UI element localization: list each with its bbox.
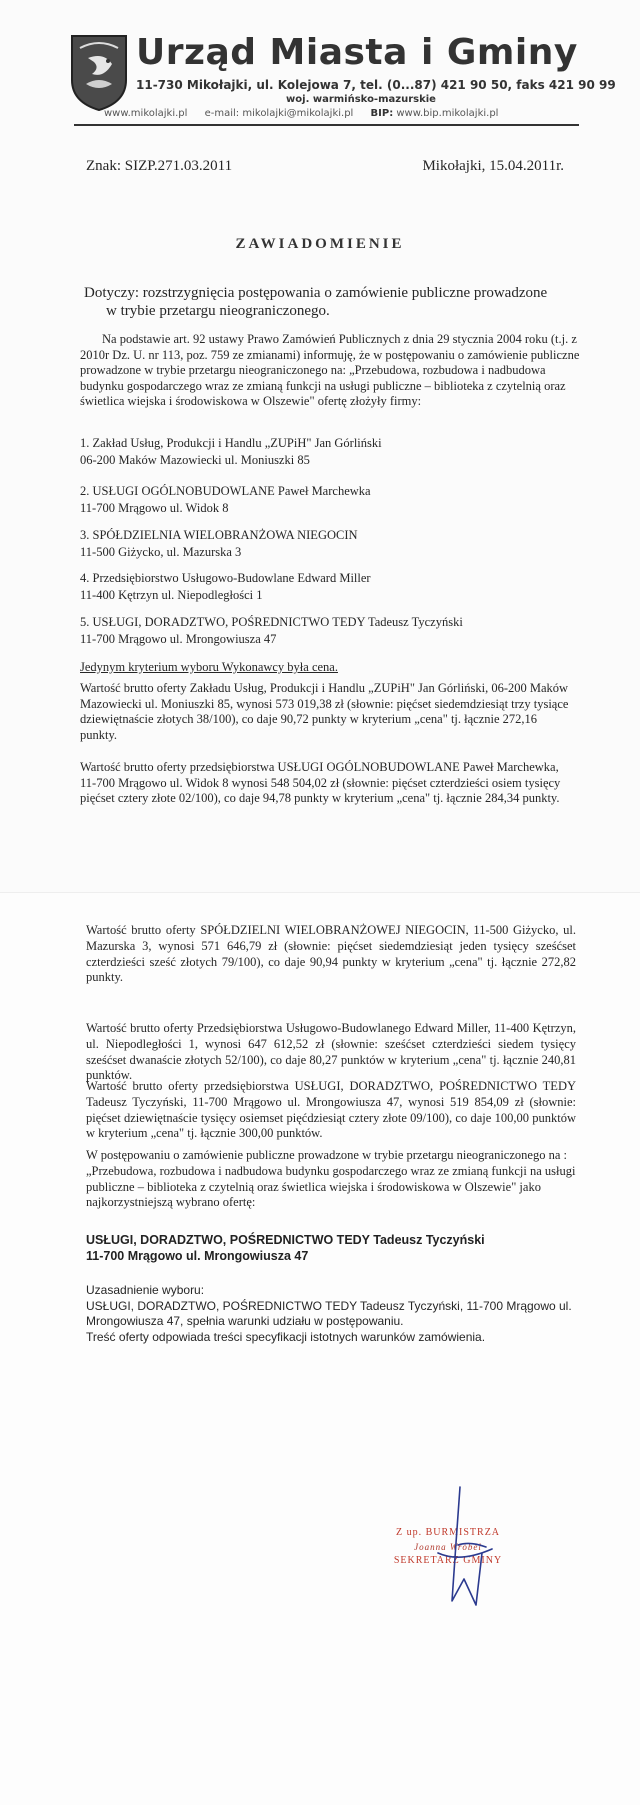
offer-paragraph-1: Wartość brutto oferty Zakładu Usług, Produkcji i Handlu „ZUPiH" Jan Górliński, 06-200 Maków Mazowiecki ul. Moniuszki 85, wynosi 573 019,38 zł (słownie: pięćset siedemdziesiąt trzy tysiące dziewiętnaście złotych 38/100), co daje 90,72 punkty w kryterium „cena" tj. łącznie 272,16 punkty. (80, 681, 569, 742)
document-page-2 (0, 892, 640, 1805)
selection-criterion: Jedynym kryterium wyboru Wykonawcy była cena. (80, 660, 338, 674)
bidder-address: 11-400 Kętrzyn ul. Niepodległości 1 (80, 588, 263, 602)
bidder-address: 06-200 Maków Mazowiecki ul. Moniuszki 85 (80, 453, 310, 467)
bidder-address: 11-500 Giżycko, ul. Mazurska 3 (80, 545, 242, 559)
offer-paragraph-5: Wartość brutto oferty przedsiębiorstwa USŁUGI, DORADZTWO, POŚREDNICTWO TEDY Tadeusz Tyczyński, 11-700 Mrągowo ul. Mrongowiusza 47, wynosi 519 854,09 zł (słownie: pięćset dziewiętnaście tysięcy osiemset pięćdziesiąt cztery złote 09/100), co daje 100,00 punktów w kryterium „cena" tj. łącznie 300,00 punktów. (86, 1079, 576, 1141)
selection-paragraph: W postępowaniu o zamówienie publiczne prowadzone w trybie przetargu nieograniczonego na : „Przebudowa, rozbudowa i nadbudowa budynku gospodarczego wraz ze zmianą funkcji na usługi publiczne – biblioteka z czytelnią oraz świetlica wiejska i środowiskowa w Olszewie" jako najkorzystniejszą wybrano ofertę: (86, 1148, 576, 1210)
stamp-line-3: SEKRETARZ GMINY (393, 1555, 503, 1566)
bidder-name: 1. Zakład Usług, Produkcji i Handlu „ZUPiH" Jan Górliński (80, 436, 382, 450)
offer-paragraph-3: Wartość brutto oferty SPÓŁDZIELNI WIELOBRANŻOWEJ NIEGOCIN, 11-500 Giżycko, ul. Mazurska 3, wynosi 571 646,79 zł (słownie: pięćset siedemdziesiąt jeden tysięcy sześćset czterdzieści sześć złotych 79/100), co daje 90,94 punkty w kryterium „cena" tj. łącznie 272,82 punkty. (86, 923, 576, 985)
organization-name: Urząd Miasta i Gminy (136, 32, 578, 73)
justification (86, 1283, 576, 1345)
winner-name: USŁUGI, DORADZTWO, POŚREDNICTWO TEDY Tadeusz Tyczyński (86, 1233, 485, 1247)
document-title: ZAWIADOMIENIE (235, 236, 405, 252)
document-page-1 (0, 0, 640, 892)
compliance-statement: Treść oferty odpowiada treści specyfikacji istotnych warunków zamówienia. (86, 1329, 486, 1344)
website-link[interactable]: www.mikolajki.pl (104, 108, 188, 119)
subject-line-2: w trybie przetargu nieograniczonego. (106, 303, 330, 319)
bip-link[interactable]: www.bip.mikolajki.pl (396, 108, 499, 119)
bip-label: BIP: (370, 108, 394, 119)
winner-address: 11-700 Mrągowo ul. Mrongowiusza 47 (86, 1249, 309, 1263)
coat-of-arms-icon (70, 34, 128, 112)
bidder-name: 3. SPÓŁDZIELNIA WIELOBRANŻOWA NIEGOCIN (80, 528, 358, 542)
justification-heading: Uzasadnienie wyboru: (86, 1283, 205, 1297)
bidder-2 (80, 483, 560, 517)
voivodeship: woj. warmińsko-mazurskie (286, 94, 436, 105)
bidder-4 (80, 570, 560, 604)
subject (84, 284, 564, 320)
bidder-5 (80, 614, 560, 648)
subject-line-1: Dotyczy: rozstrzygnięcia postępowania o zamówienie publiczne prowadzone (84, 285, 548, 301)
intro-rest: (t.j. z 2010r Dz. U. nr 113, poz. 759 ze zmianami) informuję, że w postępowaniu o zamówienie publiczne prowadzone w trybie przetargu nieograniczonego na: „Przebudowa, rozbudowa i nadbudowa budynku gospodarczego wraz ze zmianą funkcji na usługi publiczne – biblioteka z czytelnią oraz świetlica wiejska i środowiskowa w Olszewie" ofertę złożyły firmy: (80, 332, 580, 408)
email-link[interactable]: e-mail: mikolajki@mikolajki.pl (204, 108, 354, 119)
bidder-name: 5. USŁUGI, DORADZTWO, POŚREDNICTWO TEDY Tadeusz Tyczyński (80, 615, 463, 629)
bidder-address: 11-700 Mrągowo ul. Mrongowiusza 47 (80, 632, 277, 646)
place-and-date: Mikołajki, 15.04.2011r. (422, 158, 564, 174)
winning-bidder (86, 1232, 576, 1264)
bidder-1 (80, 435, 560, 469)
bidder-3 (80, 527, 560, 561)
bidder-name: 4. Przedsiębiorstwo Usługowo-Budowlane Edward Miller (80, 571, 371, 585)
office-address: 11-730 Mikołajki, ul. Kolejowa 7, tel. (0...87) 421 90 50, faks 421 90 99 (136, 78, 616, 92)
offer-paragraph-4: Wartość brutto oferty Przedsiębiorstwa Usługowo-Budowlanego Edward Miller, 11-400 Kętrzyn, ul. Niepodległości 1, wynosi 647 612,52 zł (słownie: sześćset czterdzieści siedem tysięcy sześćset dwanaście złotych 52/100), co daje 80,27 punktów w kryterium „cena" tj. łącznie 240,81 punktów. (86, 1021, 576, 1083)
contact-row (104, 108, 512, 119)
bidder-address: 11-700 Mrągowo ul. Widok 8 (80, 501, 229, 515)
intro-first-line: Na podstawie art. 92 ustawy Prawo Zamówień Publicznych z dnia 29 stycznia 2004 roku (102, 332, 548, 346)
stamp-line-2: Joanna Wróbel (414, 1542, 482, 1552)
stamp-line-1: Z up. BURMISTRZA (395, 1527, 501, 1538)
letterhead-divider (74, 124, 579, 126)
bidder-name: 2. USŁUGI OGÓLNOBUDOWLANE Paweł Marchewka (80, 484, 371, 498)
reference-number: Znak: SIZP.271.03.2011 (86, 158, 233, 174)
intro-paragraph (80, 332, 580, 410)
handwritten-signature (430, 1483, 500, 1623)
justification-text: USŁUGI, DORADZTWO, POŚREDNICTWO TEDY Tadeusz Tyczyński, 11-700 Mrągowo ul. Mrongowiusza 47, spełnia warunki udziału w postępowaniu. (86, 1298, 572, 1328)
offer-paragraph-2: Wartość brutto oferty przedsiębiorstwa USŁUGI OGÓLNOBUDOWLANE Paweł Marchewka, 11-700 Mrągowo ul. Widok 8 wynosi 548 504,02 zł (słownie: pięćset czterdzieści osiem tysięcy pięćset cztery złote 02/100), co daje 94,78 punkty w kryterium „cena" tj. łącznie 284,34 punkty. (80, 760, 561, 805)
